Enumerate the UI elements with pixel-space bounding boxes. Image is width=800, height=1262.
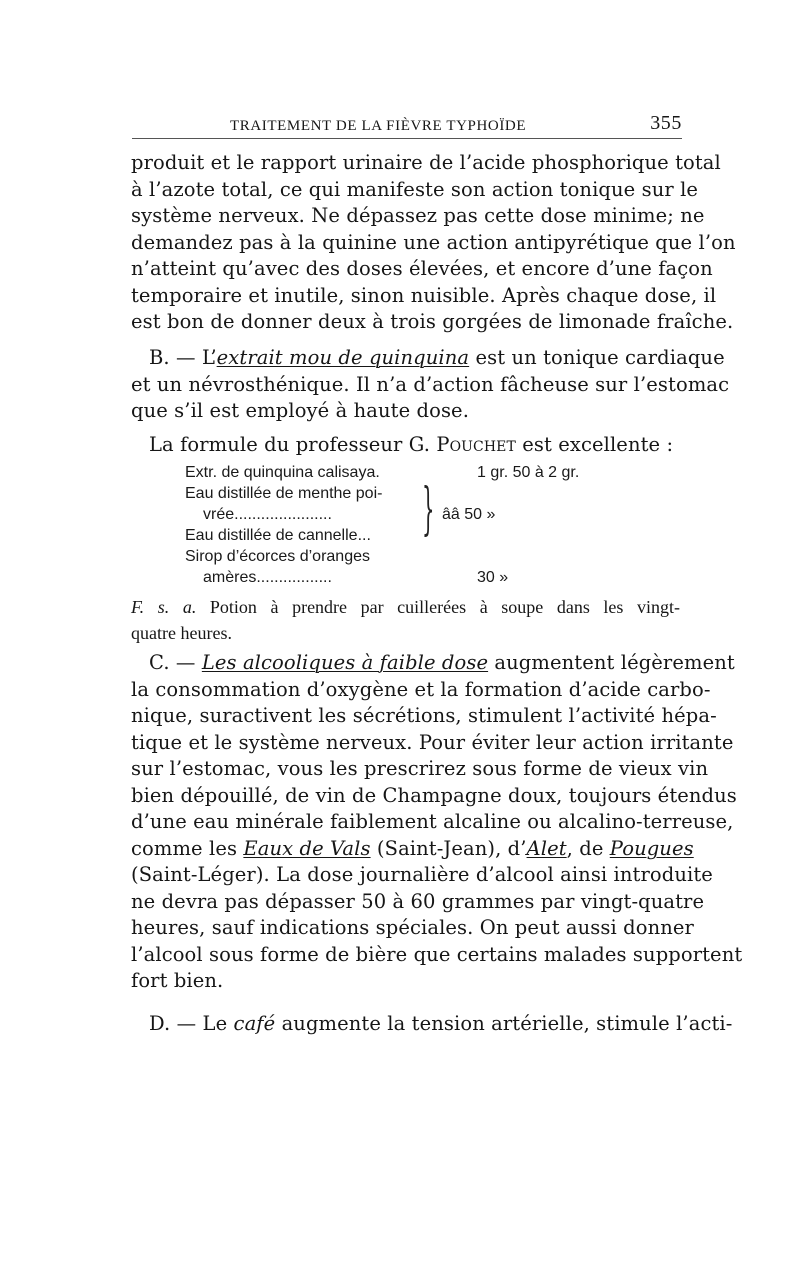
paragraph-quinine-continuation <box>131 150 736 336</box>
text-line: est bon de donner deux à trois gorgées de limonade fraîche. <box>131 310 734 333</box>
dose: ââ 50 » <box>442 506 496 523</box>
term-cafe: café <box>233 1012 276 1035</box>
dose: 30 » <box>477 569 509 586</box>
formula-row <box>185 567 635 588</box>
term-pougues: Pougues <box>609 836 694 860</box>
text-line: B. — L’extrait mou de quinquina est un tonique cardiaque <box>149 346 725 369</box>
term-eaux-de-vals: Eaux de Vals <box>243 836 371 860</box>
formula-note <box>131 594 680 646</box>
text-line: sur l’estomac, vous les prescrirez sous forme de vieux vin <box>131 757 709 780</box>
text-line: que s’il est employé à haute dose. <box>131 399 469 422</box>
text-line: nique, suractivent les sécrétions, stimulent l’activité hépa- <box>131 704 717 727</box>
formula-row <box>185 483 635 504</box>
text-line: D. — Le café augmente la tension artérielle, stimule l’acti- <box>149 1012 733 1035</box>
text-line: heures, sauf indications spéciales. On peut aussi donner <box>131 916 694 939</box>
ingredient: vrée...................... <box>203 506 332 523</box>
text-line: F. s. a. Potion à prendre par cuillerées à soupe dans les vingt- <box>131 597 680 617</box>
section-label-d: D. — Le <box>149 1012 228 1035</box>
section-label-b: B. — <box>149 346 196 369</box>
text-line: tique et le système nerveux. Pour éviter leur action irritante <box>131 730 734 754</box>
section-label-c: C. — <box>149 651 196 674</box>
prescription-formula <box>185 462 635 588</box>
running-head <box>132 112 682 138</box>
text-line: C. — Les alcooliques à faible dose augmentent légèrement <box>149 651 735 674</box>
abbreviation: F. s. a. <box>131 597 197 617</box>
ingredient: Extr. de quinquina calisaya. <box>185 464 380 481</box>
formula-row <box>185 504 635 525</box>
formula-intro <box>131 432 680 459</box>
text-line: produit et le rapport urinaire de l’acide phosphorique total <box>131 151 721 174</box>
formula-row <box>185 462 635 483</box>
term-alet: Alet <box>526 836 567 860</box>
text-line: la consommation d’oxygène et la formation d’acide carbo- <box>131 677 711 701</box>
text-line: La formule du professeur G. Pouchet est excellente : <box>149 433 674 456</box>
ingredient: Eau distillée de menthe poi- <box>185 485 383 502</box>
text-line: demandez pas à la quinine une action antipyrétique que l’on <box>131 230 736 254</box>
brace-symbol: } <box>422 477 435 542</box>
text-line: fort bien. <box>131 969 224 992</box>
running-title: TRAITEMENT DE LA FIÈVRE TYPHOÏDE <box>230 118 527 134</box>
text-line: quatre heures. <box>131 623 232 643</box>
paragraph-d-cafe <box>131 1011 733 1038</box>
ingredient: Sirop d’écorces d’oranges <box>185 548 370 565</box>
paragraph-b-quinquina <box>131 345 730 425</box>
text-line: et un névrosthénique. Il n’a d’action fâcheuse sur l’estomac <box>131 372 730 396</box>
text-line: bien dépouillé, de vin de Champagne doux, toujours étendus <box>131 783 737 807</box>
author-name: Pouchet <box>436 433 516 456</box>
ingredient: Eau distillée de cannelle... <box>185 527 371 544</box>
text-line: système nerveux. Ne dépassez pas cette dose minime; ne <box>131 204 705 227</box>
term-alcooliques: Les alcooliques à faible dose <box>201 651 489 674</box>
ingredient: amères................. <box>203 569 332 586</box>
text-line: (Saint-Léger). La dose journalière d’alcool ainsi introduite <box>131 863 713 886</box>
text-line: ne devra pas dépasser 50 à 60 grammes par vingt-quatre <box>131 889 705 913</box>
header-rule <box>132 138 682 139</box>
dose: 1 gr. 50 à 2 gr. <box>477 464 580 481</box>
text-line: l’alcool sous forme de bière que certains malades supportent <box>131 942 743 966</box>
page-number: 355 <box>650 112 682 134</box>
text-line: à l’azote total, ce qui manifeste son action tonique sur le <box>131 177 699 201</box>
paragraph-c-alcooliques <box>131 650 743 995</box>
text-line: d’une eau minérale faiblement alcaline ou alcalino-terreuse, <box>131 810 734 833</box>
formula-row <box>185 546 635 567</box>
formula-row <box>185 525 635 546</box>
text-line: temporaire et inutile, sinon nuisible. Après chaque dose, il <box>131 283 717 307</box>
text-line: n’atteint qu’avec des doses élevées, et encore d’une façon <box>131 257 713 280</box>
text-line: comme les Eaux de Vals (Saint-Jean), d’Alet, de Pougues <box>131 836 694 860</box>
term-extrait-quinquina: extrait mou de quinquina <box>216 346 470 369</box>
